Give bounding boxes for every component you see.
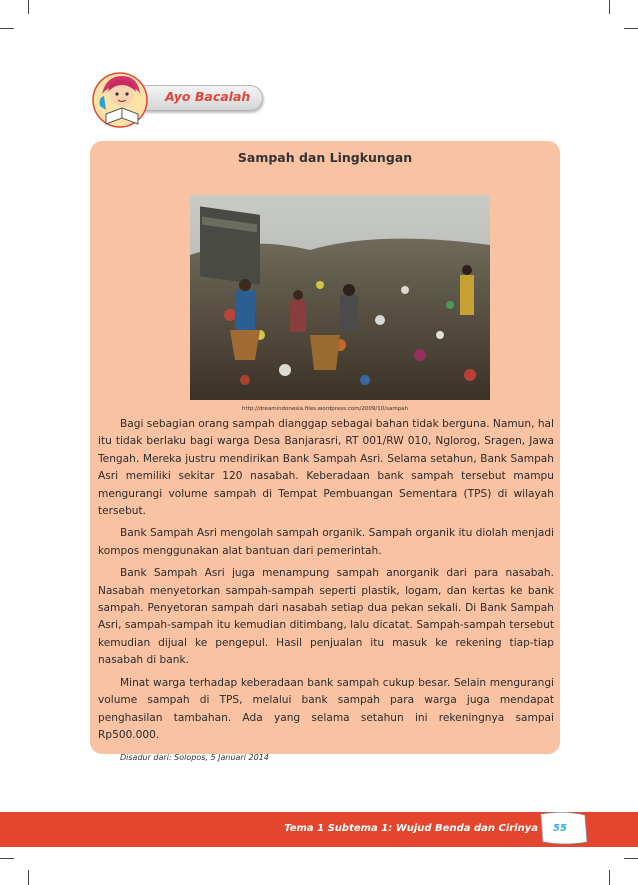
crop-mark-top-right-h bbox=[624, 28, 638, 29]
crop-mark-top-left-h bbox=[0, 28, 14, 29]
reading-child-icon bbox=[92, 70, 152, 130]
landfill-photo bbox=[190, 195, 490, 400]
badge-label: Ayo Bacalah bbox=[165, 89, 251, 104]
article-source: Disadur dari: Solopos, 5 Januari 2014 bbox=[120, 753, 269, 763]
footer-label: Tema 1 Subtema 1: Wujud Benda dan Cirinya bbox=[284, 823, 538, 834]
article-paragraph: Bagi sebagian orang sampah dianggap sebagai bahan tidak berguna. Namun, hal itu tidak berlaku bagi warga Desa Banjarasri, RT 001/RW 010, Nglorog, Sragen, Jawa Tengah. Mereka justru mendirikan Bank Sampah Asri. Selama setahun, Bank Sampah Asri memiliki sekitar 120 nasabah. Keberadaan bank sampah tersebut mampu mengurangi volume sampah di Tempat Pembuangan Sementara (TPS) di wilayah tersebut. bbox=[98, 418, 554, 518]
article-title: Sampah dan Lingkungan bbox=[237, 150, 413, 165]
crop-mark-bottom-right-v bbox=[609, 870, 610, 885]
crop-mark-top-right-v bbox=[609, 0, 610, 14]
article-body bbox=[98, 416, 554, 767]
crop-mark-bottom-left-v bbox=[28, 870, 29, 885]
crop-mark-top-left-v bbox=[28, 0, 29, 14]
article-paragraph: Bank Sampah Asri juga menampung sampah anorganik dari para nasabah. Nasabah menyetorkan sampah-sampah seperti plastik, logam, dan kertas ke bank sampah. Penyetoran sampah dari nasabah setiap dua pekan sekali. Di Bank Sampah Asri, sampah-sampah itu kemudian ditimbang, lalu dicatat. Sampah-sampah tersebut kemudian dijual ke pengepul. Hasil penjualan itu masuk ke rekening tiap-tiap nasabah di bank. bbox=[98, 567, 554, 667]
section-badge bbox=[90, 70, 265, 132]
crop-mark-bottom-left-h bbox=[0, 858, 14, 859]
crop-mark-bottom-right-h bbox=[624, 858, 638, 859]
article-paragraph: Bank Sampah Asri mengolah sampah organik. Sampah organik itu diolah menjadi kompos menggunakan alat bantuan dari pemerintah. bbox=[98, 527, 554, 557]
photo-caption: http://dreamindonesia.files.wordpress.com/2009/10/sampah bbox=[241, 406, 409, 412]
article-paragraph: Minat warga terhadap keberadaan bank sampah cukup besar. Selain mengurangi volume sampah di TPS, melalui bank sampah para warga juga mendapat penghasilan tambahan. Ada yang selama setahun ini rekeningnya sampai Rp500.000. bbox=[98, 676, 554, 741]
page-number: 55 bbox=[553, 823, 567, 834]
reading-panel bbox=[90, 141, 560, 763]
